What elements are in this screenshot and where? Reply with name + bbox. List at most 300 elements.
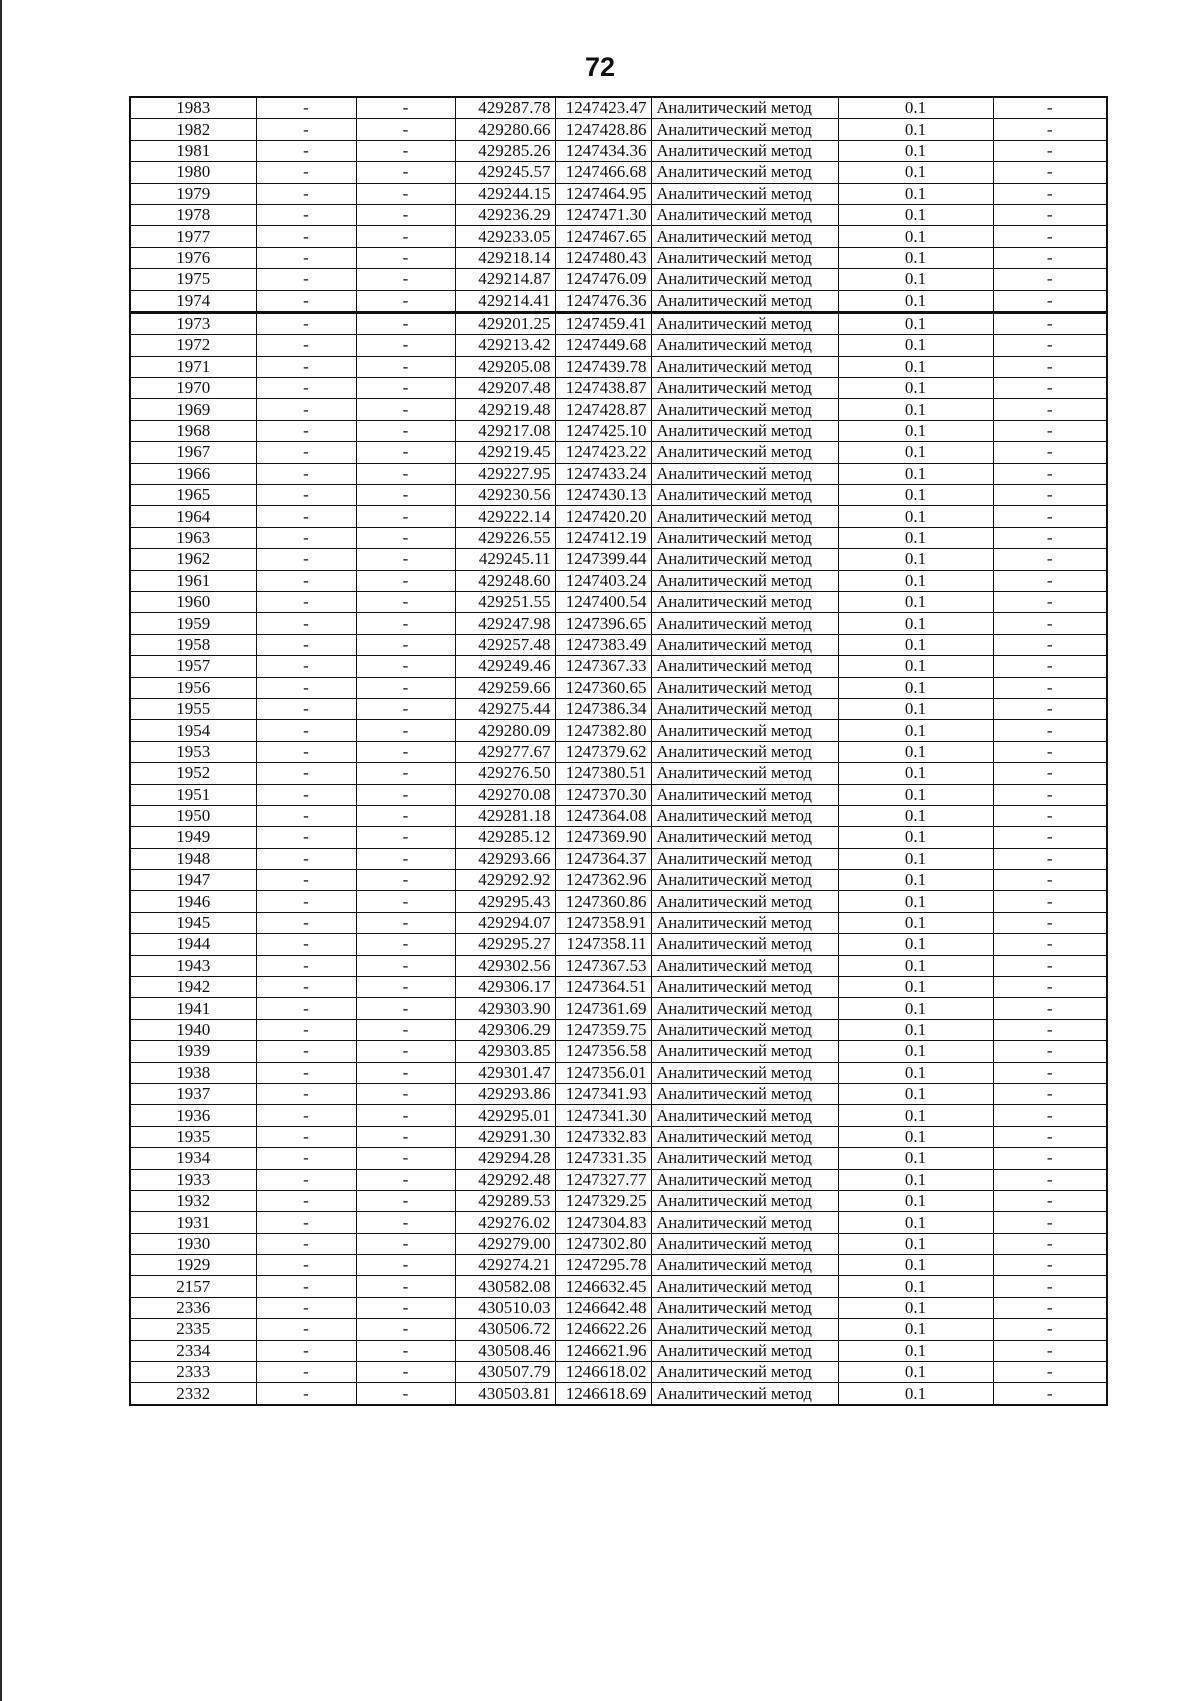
note-cell: - — [993, 226, 1107, 247]
x-coordinate-cell: 429274.21 — [455, 1255, 555, 1276]
blank-cell-a: - — [256, 998, 356, 1019]
accuracy-cell: 0.1 — [838, 335, 993, 356]
method-cell: Аналитический метод — [651, 506, 838, 527]
y-coordinate-cell: 1247295.78 — [555, 1255, 651, 1276]
blank-cell-b: - — [356, 1148, 455, 1169]
y-coordinate-cell: 1247359.75 — [555, 1019, 651, 1040]
accuracy-cell: 0.1 — [838, 741, 993, 762]
table-row — [130, 442, 1107, 463]
method-cell: Аналитический метод — [651, 162, 838, 183]
blank-cell-b: - — [356, 1255, 455, 1276]
x-coordinate-cell: 429233.05 — [455, 226, 555, 247]
blank-cell-a: - — [256, 763, 356, 784]
table-row — [130, 955, 1107, 976]
table-row — [130, 1255, 1107, 1276]
x-coordinate-cell: 430510.03 — [455, 1297, 555, 1318]
point-number-cell: 1955 — [130, 698, 256, 719]
accuracy-cell: 0.1 — [838, 1233, 993, 1254]
accuracy-cell: 0.1 — [838, 97, 993, 119]
y-coordinate-cell: 1247449.68 — [555, 335, 651, 356]
method-cell: Аналитический метод — [651, 570, 838, 591]
y-coordinate-cell: 1247459.41 — [555, 312, 651, 334]
accuracy-cell: 0.1 — [838, 955, 993, 976]
table-row — [130, 97, 1107, 119]
x-coordinate-cell: 429277.67 — [455, 741, 555, 762]
blank-cell-a: - — [256, 1126, 356, 1147]
point-number-cell: 1935 — [130, 1126, 256, 1147]
accuracy-cell: 0.1 — [838, 1340, 993, 1361]
point-number-cell: 1937 — [130, 1083, 256, 1104]
point-number-cell: 1971 — [130, 356, 256, 377]
blank-cell-b: - — [356, 162, 455, 183]
accuracy-cell: 0.1 — [838, 1019, 993, 1040]
table-row — [130, 1276, 1107, 1297]
point-number-cell: 1945 — [130, 912, 256, 933]
y-coordinate-cell: 1247369.90 — [555, 827, 651, 848]
blank-cell-b: - — [356, 677, 455, 698]
table-row — [130, 591, 1107, 612]
point-number-cell: 1978 — [130, 204, 256, 225]
note-cell: - — [993, 463, 1107, 484]
blank-cell-a: - — [256, 848, 356, 869]
note-cell: - — [993, 290, 1107, 312]
accuracy-cell: 0.1 — [838, 1383, 993, 1405]
table-row — [130, 1126, 1107, 1147]
accuracy-cell: 0.1 — [838, 1105, 993, 1126]
point-number-cell: 1981 — [130, 140, 256, 161]
note-cell: - — [993, 399, 1107, 420]
accuracy-cell: 0.1 — [838, 506, 993, 527]
note-cell: - — [993, 570, 1107, 591]
blank-cell-a: - — [256, 97, 356, 119]
x-coordinate-cell: 430507.79 — [455, 1362, 555, 1383]
note-cell: - — [993, 1019, 1107, 1040]
point-number-cell: 1929 — [130, 1255, 256, 1276]
blank-cell-a: - — [256, 549, 356, 570]
blank-cell-a: - — [256, 226, 356, 247]
accuracy-cell: 0.1 — [838, 1319, 993, 1340]
table-row — [130, 848, 1107, 869]
accuracy-cell: 0.1 — [838, 613, 993, 634]
method-cell: Аналитический метод — [651, 827, 838, 848]
note-cell: - — [993, 1041, 1107, 1062]
method-cell: Аналитический метод — [651, 1041, 838, 1062]
x-coordinate-cell: 429301.47 — [455, 1062, 555, 1083]
blank-cell-a: - — [256, 870, 356, 891]
note-cell: - — [993, 934, 1107, 955]
table-row — [130, 570, 1107, 591]
accuracy-cell: 0.1 — [838, 399, 993, 420]
point-number-cell: 1931 — [130, 1212, 256, 1233]
y-coordinate-cell: 1247471.30 — [555, 204, 651, 225]
blank-cell-a: - — [256, 1383, 356, 1405]
accuracy-cell: 0.1 — [838, 1212, 993, 1233]
table-row — [130, 506, 1107, 527]
x-coordinate-cell: 429214.87 — [455, 269, 555, 290]
y-coordinate-cell: 1247412.19 — [555, 527, 651, 548]
point-number-cell: 1979 — [130, 183, 256, 204]
method-cell: Аналитический метод — [651, 1126, 838, 1147]
y-coordinate-cell: 1246618.69 — [555, 1383, 651, 1405]
blank-cell-b: - — [356, 1276, 455, 1297]
y-coordinate-cell: 1247356.01 — [555, 1062, 651, 1083]
blank-cell-b: - — [356, 204, 455, 225]
accuracy-cell: 0.1 — [838, 998, 993, 1019]
x-coordinate-cell: 429270.08 — [455, 784, 555, 805]
method-cell: Аналитический метод — [651, 97, 838, 119]
note-cell: - — [993, 140, 1107, 161]
point-number-cell: 1943 — [130, 955, 256, 976]
blank-cell-a: - — [256, 1255, 356, 1276]
note-cell: - — [993, 527, 1107, 548]
table-row — [130, 247, 1107, 268]
accuracy-cell: 0.1 — [838, 677, 993, 698]
note-cell: - — [993, 634, 1107, 655]
point-number-cell: 1980 — [130, 162, 256, 183]
note-cell: - — [993, 741, 1107, 762]
accuracy-cell: 0.1 — [838, 204, 993, 225]
point-number-cell: 1954 — [130, 720, 256, 741]
y-coordinate-cell: 1246618.02 — [555, 1362, 651, 1383]
blank-cell-b: - — [356, 549, 455, 570]
y-coordinate-cell: 1247428.86 — [555, 119, 651, 140]
table-row — [130, 140, 1107, 161]
note-cell: - — [993, 1083, 1107, 1104]
y-coordinate-cell: 1247358.11 — [555, 934, 651, 955]
note-cell: - — [993, 613, 1107, 634]
point-number-cell: 1950 — [130, 805, 256, 826]
y-coordinate-cell: 1247420.20 — [555, 506, 651, 527]
blank-cell-a: - — [256, 162, 356, 183]
note-cell: - — [993, 1148, 1107, 1169]
method-cell: Аналитический метод — [651, 549, 838, 570]
method-cell: Аналитический метод — [651, 442, 838, 463]
accuracy-cell: 0.1 — [838, 1041, 993, 1062]
y-coordinate-cell: 1247438.87 — [555, 378, 651, 399]
method-cell: Аналитический метод — [651, 226, 838, 247]
method-cell: Аналитический метод — [651, 848, 838, 869]
blank-cell-a: - — [256, 912, 356, 933]
x-coordinate-cell: 429249.46 — [455, 656, 555, 677]
table-row — [130, 1212, 1107, 1233]
page-number: 72 — [584, 52, 616, 82]
table-row — [130, 720, 1107, 741]
accuracy-cell: 0.1 — [838, 356, 993, 377]
table-row — [130, 1083, 1107, 1104]
method-cell: Аналитический метод — [651, 247, 838, 268]
blank-cell-b: - — [356, 977, 455, 998]
accuracy-cell: 0.1 — [838, 290, 993, 312]
table-row — [130, 162, 1107, 183]
accuracy-cell: 0.1 — [838, 784, 993, 805]
blank-cell-a: - — [256, 591, 356, 612]
blank-cell-a: - — [256, 1083, 356, 1104]
x-coordinate-cell: 429222.14 — [455, 506, 555, 527]
blank-cell-b: - — [356, 506, 455, 527]
x-coordinate-cell: 429205.08 — [455, 356, 555, 377]
blank-cell-b: - — [356, 934, 455, 955]
accuracy-cell: 0.1 — [838, 827, 993, 848]
method-cell: Аналитический метод — [651, 934, 838, 955]
accuracy-cell: 0.1 — [838, 870, 993, 891]
y-coordinate-cell: 1247434.36 — [555, 140, 651, 161]
point-number-cell: 1939 — [130, 1041, 256, 1062]
accuracy-cell: 0.1 — [838, 1362, 993, 1383]
table-row — [130, 827, 1107, 848]
accuracy-cell: 0.1 — [838, 698, 993, 719]
blank-cell-b: - — [356, 1383, 455, 1405]
x-coordinate-cell: 429287.78 — [455, 97, 555, 119]
y-coordinate-cell: 1247382.80 — [555, 720, 651, 741]
accuracy-cell: 0.1 — [838, 1255, 993, 1276]
y-coordinate-cell: 1247480.43 — [555, 247, 651, 268]
blank-cell-b: - — [356, 140, 455, 161]
accuracy-cell: 0.1 — [838, 977, 993, 998]
note-cell: - — [993, 848, 1107, 869]
blank-cell-b: - — [356, 463, 455, 484]
blank-cell-b: - — [356, 269, 455, 290]
table-row — [130, 1233, 1107, 1254]
table-row — [130, 698, 1107, 719]
blank-cell-a: - — [256, 183, 356, 204]
table-row — [130, 1340, 1107, 1361]
blank-cell-b: - — [356, 335, 455, 356]
method-cell: Аналитический метод — [651, 183, 838, 204]
accuracy-cell: 0.1 — [838, 140, 993, 161]
table-row — [130, 656, 1107, 677]
blank-cell-b: - — [356, 485, 455, 506]
accuracy-cell: 0.1 — [838, 1083, 993, 1104]
accuracy-cell: 0.1 — [838, 1148, 993, 1169]
note-cell: - — [993, 162, 1107, 183]
method-cell: Аналитический метод — [651, 312, 838, 334]
point-number-cell: 1951 — [130, 784, 256, 805]
y-coordinate-cell: 1247423.47 — [555, 97, 651, 119]
blank-cell-a: - — [256, 720, 356, 741]
blank-cell-b: - — [356, 698, 455, 719]
blank-cell-a: - — [256, 1062, 356, 1083]
method-cell: Аналитический метод — [651, 485, 838, 506]
y-coordinate-cell: 1247464.95 — [555, 183, 651, 204]
method-cell: Аналитический метод — [651, 1019, 838, 1040]
table-row — [130, 613, 1107, 634]
blank-cell-b: - — [356, 1340, 455, 1361]
blank-cell-a: - — [256, 1148, 356, 1169]
blank-cell-b: - — [356, 442, 455, 463]
note-cell: - — [993, 977, 1107, 998]
blank-cell-b: - — [356, 97, 455, 119]
method-cell: Аналитический метод — [651, 420, 838, 441]
table-row — [130, 1319, 1107, 1340]
x-coordinate-cell: 430508.46 — [455, 1340, 555, 1361]
x-coordinate-cell: 429244.15 — [455, 183, 555, 204]
point-number-cell: 1934 — [130, 1148, 256, 1169]
blank-cell-a: - — [256, 1190, 356, 1211]
y-coordinate-cell: 1247379.62 — [555, 741, 651, 762]
point-number-cell: 2336 — [130, 1297, 256, 1318]
y-coordinate-cell: 1247476.36 — [555, 290, 651, 312]
blank-cell-a: - — [256, 290, 356, 312]
point-number-cell: 1963 — [130, 527, 256, 548]
note-cell: - — [993, 378, 1107, 399]
accuracy-cell: 0.1 — [838, 183, 993, 204]
point-number-cell: 1949 — [130, 827, 256, 848]
blank-cell-b: - — [356, 1190, 455, 1211]
note-cell: - — [993, 891, 1107, 912]
method-cell: Аналитический метод — [651, 1340, 838, 1361]
blank-cell-a: - — [256, 378, 356, 399]
y-coordinate-cell: 1247327.77 — [555, 1169, 651, 1190]
y-coordinate-cell: 1247367.33 — [555, 656, 651, 677]
method-cell: Аналитический метод — [651, 977, 838, 998]
table-row — [130, 934, 1107, 955]
note-cell: - — [993, 1105, 1107, 1126]
coordinates-table — [129, 96, 1108, 1406]
blank-cell-a: - — [256, 1212, 356, 1233]
method-cell: Аналитический метод — [651, 720, 838, 741]
note-cell: - — [993, 763, 1107, 784]
table-body — [130, 97, 1107, 1405]
point-number-cell: 1932 — [130, 1190, 256, 1211]
x-coordinate-cell: 429214.41 — [455, 290, 555, 312]
note-cell: - — [993, 269, 1107, 290]
blank-cell-a: - — [256, 140, 356, 161]
point-number-cell: 1936 — [130, 1105, 256, 1126]
blank-cell-b: - — [356, 420, 455, 441]
note-cell: - — [993, 1190, 1107, 1211]
method-cell: Аналитический метод — [651, 998, 838, 1019]
blank-cell-a: - — [256, 1019, 356, 1040]
blank-cell-b: - — [356, 226, 455, 247]
note-cell: - — [993, 356, 1107, 377]
table-row — [130, 1148, 1107, 1169]
blank-cell-b: - — [356, 570, 455, 591]
y-coordinate-cell: 1247367.53 — [555, 955, 651, 976]
accuracy-cell: 0.1 — [838, 805, 993, 826]
x-coordinate-cell: 429292.92 — [455, 870, 555, 891]
method-cell: Аналитический метод — [651, 763, 838, 784]
accuracy-cell: 0.1 — [838, 1297, 993, 1318]
x-coordinate-cell: 429294.28 — [455, 1148, 555, 1169]
table-row — [130, 399, 1107, 420]
table-row — [130, 784, 1107, 805]
y-coordinate-cell: 1247423.22 — [555, 442, 651, 463]
x-coordinate-cell: 429236.29 — [455, 204, 555, 225]
point-number-cell: 1938 — [130, 1062, 256, 1083]
table-row — [130, 1019, 1107, 1040]
table-row — [130, 549, 1107, 570]
note-cell: - — [993, 955, 1107, 976]
point-number-cell: 1972 — [130, 335, 256, 356]
y-coordinate-cell: 1247362.96 — [555, 870, 651, 891]
point-number-cell: 1957 — [130, 656, 256, 677]
blank-cell-a: - — [256, 656, 356, 677]
y-coordinate-cell: 1247383.49 — [555, 634, 651, 655]
note-cell: - — [993, 1362, 1107, 1383]
blank-cell-a: - — [256, 1041, 356, 1062]
point-number-cell: 1961 — [130, 570, 256, 591]
x-coordinate-cell: 429226.55 — [455, 527, 555, 548]
table-row — [130, 805, 1107, 826]
point-number-cell: 1983 — [130, 97, 256, 119]
blank-cell-a: - — [256, 269, 356, 290]
y-coordinate-cell: 1247302.80 — [555, 1233, 651, 1254]
blank-cell-a: - — [256, 891, 356, 912]
method-cell: Аналитический метод — [651, 140, 838, 161]
point-number-cell: 1965 — [130, 485, 256, 506]
note-cell: - — [993, 119, 1107, 140]
point-number-cell: 1960 — [130, 591, 256, 612]
point-number-cell: 1982 — [130, 119, 256, 140]
blank-cell-b: - — [356, 891, 455, 912]
accuracy-cell: 0.1 — [838, 1062, 993, 1083]
blank-cell-b: - — [356, 848, 455, 869]
note-cell: - — [993, 720, 1107, 741]
note-cell: - — [993, 827, 1107, 848]
x-coordinate-cell: 429201.25 — [455, 312, 555, 334]
blank-cell-a: - — [256, 634, 356, 655]
method-cell: Аналитический метод — [651, 269, 838, 290]
y-coordinate-cell: 1247358.91 — [555, 912, 651, 933]
method-cell: Аналитический метод — [651, 1148, 838, 1169]
y-coordinate-cell: 1247304.83 — [555, 1212, 651, 1233]
method-cell: Аналитический метод — [651, 1233, 838, 1254]
table-row — [130, 183, 1107, 204]
table-row — [130, 1362, 1107, 1383]
blank-cell-b: - — [356, 912, 455, 933]
blank-cell-b: - — [356, 356, 455, 377]
x-coordinate-cell: 429245.57 — [455, 162, 555, 183]
table-row — [130, 977, 1107, 998]
table-row — [130, 1383, 1107, 1405]
blank-cell-b: - — [356, 805, 455, 826]
note-cell: - — [993, 1255, 1107, 1276]
blank-cell-b: - — [356, 720, 455, 741]
accuracy-cell: 0.1 — [838, 1190, 993, 1211]
point-number-cell: 1952 — [130, 763, 256, 784]
note-cell: - — [993, 1319, 1107, 1340]
blank-cell-b: - — [356, 1169, 455, 1190]
y-coordinate-cell: 1247341.93 — [555, 1083, 651, 1104]
blank-cell-a: - — [256, 1297, 356, 1318]
x-coordinate-cell: 429245.11 — [455, 549, 555, 570]
blank-cell-a: - — [256, 570, 356, 591]
point-number-cell: 1964 — [130, 506, 256, 527]
accuracy-cell: 0.1 — [838, 848, 993, 869]
accuracy-cell: 0.1 — [838, 442, 993, 463]
point-number-cell: 1968 — [130, 420, 256, 441]
table-row — [130, 356, 1107, 377]
note-cell: - — [993, 1233, 1107, 1254]
x-coordinate-cell: 429294.07 — [455, 912, 555, 933]
method-cell: Аналитический метод — [651, 698, 838, 719]
method-cell: Аналитический метод — [651, 378, 838, 399]
method-cell: Аналитический метод — [651, 741, 838, 762]
blank-cell-a: - — [256, 827, 356, 848]
y-coordinate-cell: 1247370.30 — [555, 784, 651, 805]
note-cell: - — [993, 1126, 1107, 1147]
blank-cell-a: - — [256, 613, 356, 634]
table-row — [130, 1062, 1107, 1083]
note-cell: - — [993, 549, 1107, 570]
method-cell: Аналитический метод — [651, 591, 838, 612]
method-cell: Аналитический метод — [651, 805, 838, 826]
x-coordinate-cell: 429248.60 — [455, 570, 555, 591]
table-row — [130, 870, 1107, 891]
point-number-cell: 1941 — [130, 998, 256, 1019]
x-coordinate-cell: 429251.55 — [455, 591, 555, 612]
x-coordinate-cell: 429293.66 — [455, 848, 555, 869]
